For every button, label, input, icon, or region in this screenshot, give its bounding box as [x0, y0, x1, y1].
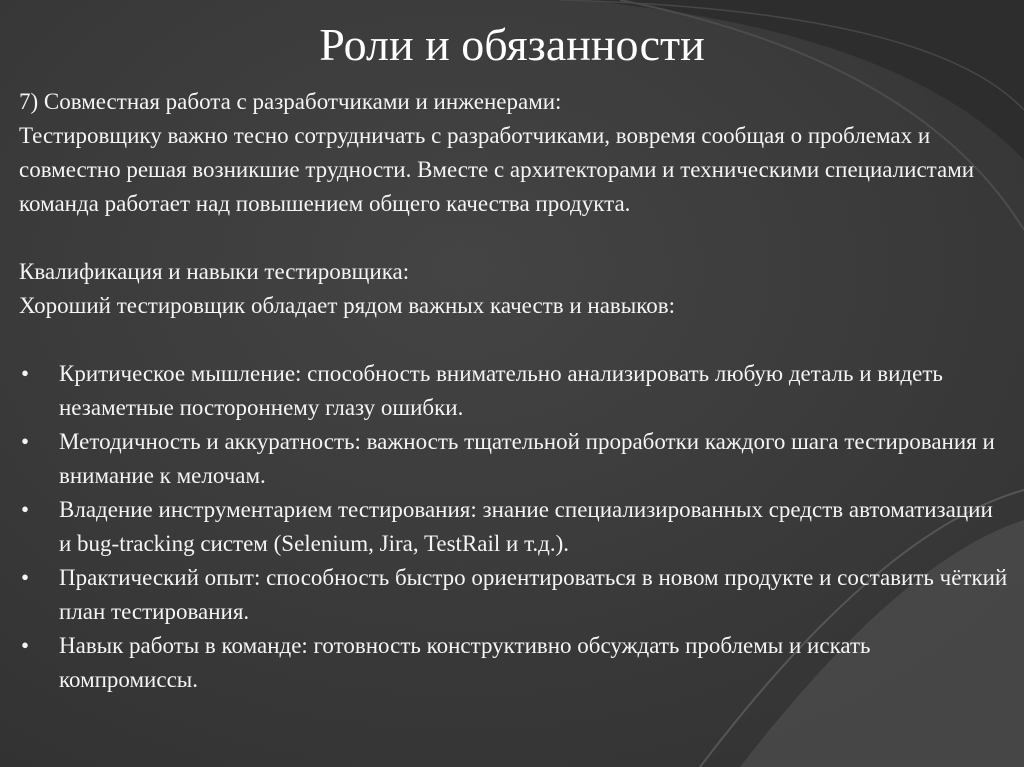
list-item	[19, 357, 1009, 425]
qualifications-intro: Хороший тестировщик обладает рядом важных качеств и навыков:	[19, 293, 675, 318]
slide-title: Роли и обязанности	[319, 19, 705, 70]
bullet-icon: •	[21, 565, 30, 590]
spacer	[19, 323, 1009, 357]
section-7-body: Тестировщику важно тесно сотрудничать с разработчиками, вовремя сообщая о проблемах и совместно решая возникшие трудности. Вместе с архитекторами и техническими специалистами команда работает над повышением общего качества продукта.	[19, 123, 975, 216]
list-item-text: Владение инструментарием тестирования: знание специализированных средств автоматизации и bug-tracking систем (Selenium, Jira, TestRail и т.д.).	[59, 497, 993, 556]
bullet-icon: •	[21, 633, 30, 658]
list-item-text: Навык работы в команде: готовность конструктивно обсуждать проблемы и искать компромиссы.	[59, 633, 871, 692]
list-item	[19, 561, 1009, 629]
bullet-icon: •	[21, 361, 30, 386]
list-item	[19, 425, 1009, 493]
spacer	[19, 221, 1009, 255]
qualifications-heading: Квалификация и навыки тестировщика:	[19, 259, 410, 284]
list-item	[19, 629, 1009, 697]
list-item-text: Методичность и аккуратность: важность тщательной проработки каждого шага тестирования и внимание к мелочам.	[59, 429, 995, 488]
list-item	[19, 493, 1009, 561]
qualifications-list	[19, 357, 1009, 697]
slide-content	[19, 85, 1009, 697]
list-item-text: Критическое мышление: способность внимательно анализировать любую деталь и видеть незаметные постороннему глазу ошибки.	[59, 361, 943, 420]
list-item-text: Практический опыт: способность быстро ориентироваться в новом продукте и составить чёткий план тестирования.	[59, 565, 1008, 624]
bullet-icon: •	[21, 429, 30, 454]
bullet-icon: •	[21, 497, 30, 522]
section-7-heading: 7) Совместная работа с разработчиками и инженерами:	[19, 89, 562, 114]
